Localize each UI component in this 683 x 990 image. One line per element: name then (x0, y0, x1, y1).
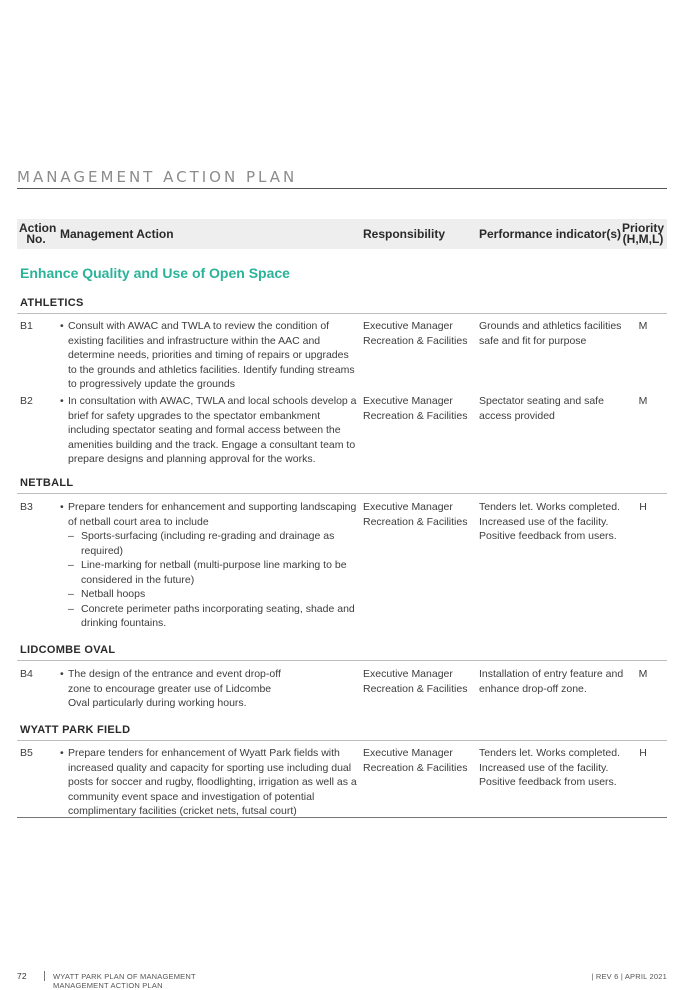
action-subitem: – Concrete perimeter paths incorporating seating, shade and drinking fountains. (60, 602, 358, 631)
responsibility: Executive Manager Recreation & Facilities (363, 395, 468, 422)
category-rule (17, 493, 667, 494)
header-performance: Performance indicator(s) (479, 227, 622, 241)
action-number: B1 (20, 320, 33, 332)
header-action-no (19, 221, 57, 246)
page-heading: MANAGEMENT ACTION PLAN (17, 168, 298, 186)
header-responsibility: Responsibility (363, 227, 446, 241)
management-action (60, 746, 358, 819)
performance-indicator: Spectator seating and safe access provided (479, 395, 604, 422)
action-bullet: • The design of the entrance and event drop-off zone to encourage greater use of Lidcombe Oval particularly during working hours. (60, 667, 290, 711)
category-lidcombe-oval: LIDCOMBE OVAL (20, 644, 116, 656)
management-action (60, 319, 358, 392)
responsibility: Executive Manager Recreation & Facilities (363, 501, 468, 528)
category-rule (17, 740, 667, 741)
action-subitem: – Netball hoops (60, 587, 358, 602)
header-action-no-line2: No. (26, 232, 46, 246)
header-priority-line2: (H,M,L) (622, 232, 664, 246)
management-action (60, 667, 290, 711)
action-number: B5 (20, 747, 33, 759)
category-wyatt-park-field: WYATT PARK FIELD (20, 724, 131, 736)
header-management-action: Management Action (60, 227, 174, 241)
action-number: B3 (20, 501, 33, 513)
footer-separator (44, 971, 45, 981)
category-rule (17, 660, 667, 661)
performance-indicator: Installation of entry feature and enhance drop-off zone. (479, 668, 624, 695)
footer-revision: | REV 6 | APRIL 2021 (591, 972, 667, 981)
footer-document-title (53, 972, 196, 990)
priority: H (639, 501, 647, 513)
heading-rule (17, 188, 667, 189)
action-subitem: – Sports-surfacing (including re-grading and drainage as required) (60, 529, 358, 558)
action-bullet: • In consultation with AWAC, TWLA and local schools develop a brief for safety upgrades to the spectator embankment including spectator seating and formal access between the amenities building and the track. Engage a consultant team to prepare designs and planning approval for the works. (60, 394, 358, 467)
performance-indicator: Grounds and athletics facilities safe and fit for purpose (479, 320, 622, 347)
priority: M (638, 395, 648, 407)
table-bottom-rule (17, 817, 667, 818)
action-bullet: • Consult with AWAC and TWLA to review the condition of existing facilities and infrastructure within the AAC and determine needs, priorities and timing of repairs or upgrades to the grounds and athletics facilities. Identify funding streams to progressively update the grounds (60, 319, 358, 392)
priority: H (639, 747, 647, 759)
priority: M (638, 668, 648, 680)
category-athletics: ATHLETICS (20, 297, 84, 309)
management-action (60, 394, 358, 467)
footer-title-line: WYATT PARK PLAN OF MANAGEMENT (53, 972, 196, 981)
section-title: Enhance Quality and Use of Open Space (20, 265, 290, 281)
header-priority (621, 223, 665, 245)
page-number: 72 (17, 971, 27, 981)
header-action-no-line1: Action (19, 221, 57, 235)
header-priority-line1: Priority (621, 221, 664, 235)
action-subitem: – Line-marking for netball (multi-purpose line marking to be considered in the future) (60, 558, 358, 587)
priority: M (638, 320, 648, 332)
responsibility: Executive Manager Recreation & Facilities (363, 747, 468, 774)
footer-subtitle-line: MANAGEMENT ACTION PLAN (53, 981, 163, 990)
table-header (17, 219, 667, 249)
category-netball: NETBALL (20, 477, 74, 489)
responsibility: Executive Manager Recreation & Facilities (363, 668, 468, 695)
action-number: B4 (20, 668, 33, 680)
action-bullet: • Prepare tenders for enhancement of Wyatt Park fields with increased quality and capacity for sporting use including dual posts for soccer and rugby, floodlighting, irrigation as well as a community event space and investigation of potential complimentary facilities (cricket nets, futsal court) (60, 746, 358, 819)
action-bullet: • Prepare tenders for enhancement and supporting landscaping of netball court area to include (60, 500, 358, 529)
performance-indicator: Tenders let. Works completed. Increased use of the facility. Positive feedback from users. (479, 501, 621, 542)
management-action (60, 500, 358, 631)
category-rule (17, 313, 667, 314)
responsibility: Executive Manager Recreation & Facilities (363, 320, 468, 347)
performance-indicator: Tenders let. Works completed. Increased use of the facility. Positive feedback from users. (479, 747, 621, 788)
action-number: B2 (20, 395, 33, 407)
